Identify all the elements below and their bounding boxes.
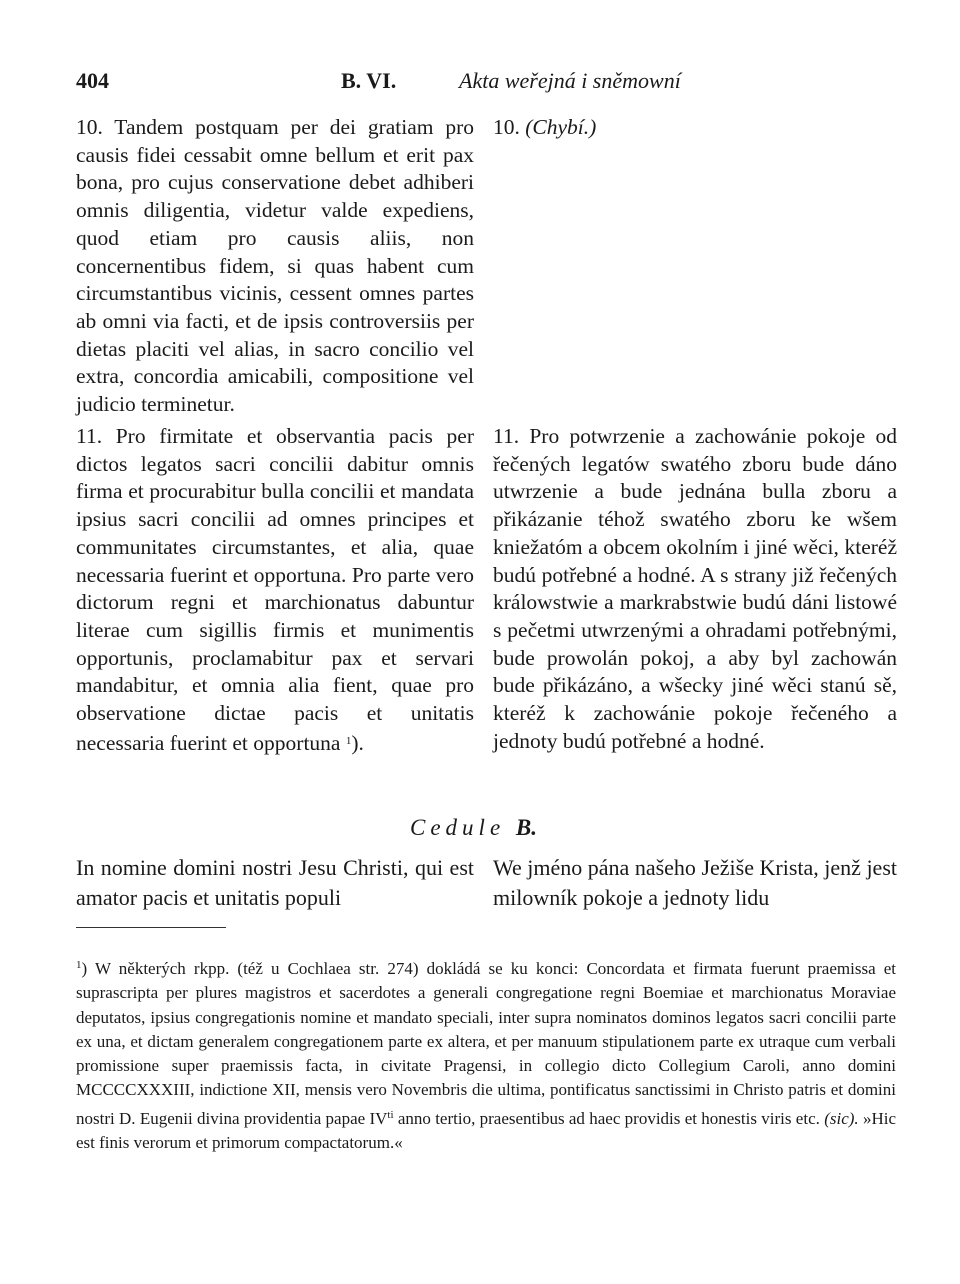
footnote-sic: (sic). (824, 1108, 859, 1128)
footnote-reference: 1 (345, 734, 352, 747)
footnote (76, 953, 896, 1155)
section-title: B. VI. (341, 68, 397, 93)
latin-paragraph-11 (76, 423, 474, 757)
footnote-closing: »Hic est finis verorum et primorum compactatorum.« (76, 1108, 897, 1153)
czech-paragraph-10-number: 10. (493, 115, 520, 139)
section-subtitle: Akta weřejná i sněmowní (459, 68, 681, 93)
footnote-superscript: ti (387, 1108, 394, 1121)
cedule-czech-text: We jméno pána našeho Ježiše Krista, jenž jest milowník pokoje a jednoty lidu (493, 855, 897, 910)
czech-paragraph-10-note: (Chybí.) (525, 115, 597, 139)
footnote-rule (76, 927, 226, 928)
latin-paragraph-10: 10. Tandem postquam per dei gratiam pro causis fidei cessabit omne bellum et erit pax bona, pro cujus conservatione debet adhiberi omnis diligentia, videtur valde expediens, quod etiam pro causis aliis, non concernentibus fidem, si quas habent cum circumstantibus vicinis, cessent omnes partes ab omni via facti, et de ipsis controversiis per dietas placiti vel alias, in sacro concilio vel extra, concordia amicabili, compositione vel judicio terminetur. (76, 115, 474, 417)
czech-paragraph-11: 11. Pro potwrzenie a zachowánie pokoje od řečených legatów swatého zboru bude dáno utwrzenie a bude jednána bulla zboru a přikázanie téhož swatého zboru ke wšem kniežatóm a obcem okolním i jiné wěci, kteréž budú potřebné a hodné. A s strany již řečených králowstwie a markrabstwie budú dáni listowé s pečetmi utwrzenými a ohradami potřebnými, bude prowolán pokoj, a aby byl zachowán bude přikázáno, a wšecky jiné wěci stanú sě, kteréž k zachowánie pokoje řečeného a jednoty budú potřebné a hodné. (493, 424, 897, 753)
czech-paragraph-10 (493, 114, 596, 142)
footnote-text: ) W některých rkpp. (též u Cochlaea str. 274) dokládá se ku konci: Concordata et firmata fuerunt praemissa et suprascripta per plures magistros et sacerdotes a generali congregatione regni Boemiae et marchionatus Moraviae deputatos, ipsius congregationis nomine et mandato speciali, inter supra nominatos dominos legatos sacri concilii parte ex una, et dictam generalem congregationem parte ex altera, et per manuum stipulationem parte ex utraque cum verbali promissione super praemissis facta, in civitate Pragensi, in collegio dicto Collegium Caroli, anno domini MCCCCXXXIII, indictione XII, mensis vero Novembris die ultima, pontificatus sanctissimi in Christo patris et domini nostri D. Eugenii divina providentia papae IV (76, 959, 896, 1128)
cedule-latin-text: In nomine domini nostri Jesu Christi, qui est amator pacis et unitatis populi (76, 855, 474, 910)
cedule-letter: B. (515, 815, 537, 840)
footnote-number: 1 (76, 959, 82, 971)
footnote-text-end: anno tertio, praesentibus ad haec providis et honestis viris etc. (393, 1108, 820, 1128)
latin-paragraph-11-end: ). (351, 730, 364, 755)
running-head (76, 68, 896, 102)
page-number: 404 (76, 68, 109, 93)
cedule-word: Cedule (410, 815, 506, 840)
latin-paragraph-11-text: 11. Pro firmitate et observantia pacis per dictos legatos sacri concilii dabitur omnis firma et procurabitur bulla concilii et mandata ipsius sacri concilii ad omnes principes et communitates circumstantes, et alia, quae necessaria fuerint et opportuna. Pro parte vero dictorum regni et marchionatus dabuntur literae cum sigillis firmis et munimentis opportunis, proclamabitur pax et servari mandabitur, et omnia alia fient, quae pro observatione dictae pacis et unitatis necessaria fuerint et opportuna (76, 424, 474, 755)
cedule-heading (410, 815, 537, 841)
